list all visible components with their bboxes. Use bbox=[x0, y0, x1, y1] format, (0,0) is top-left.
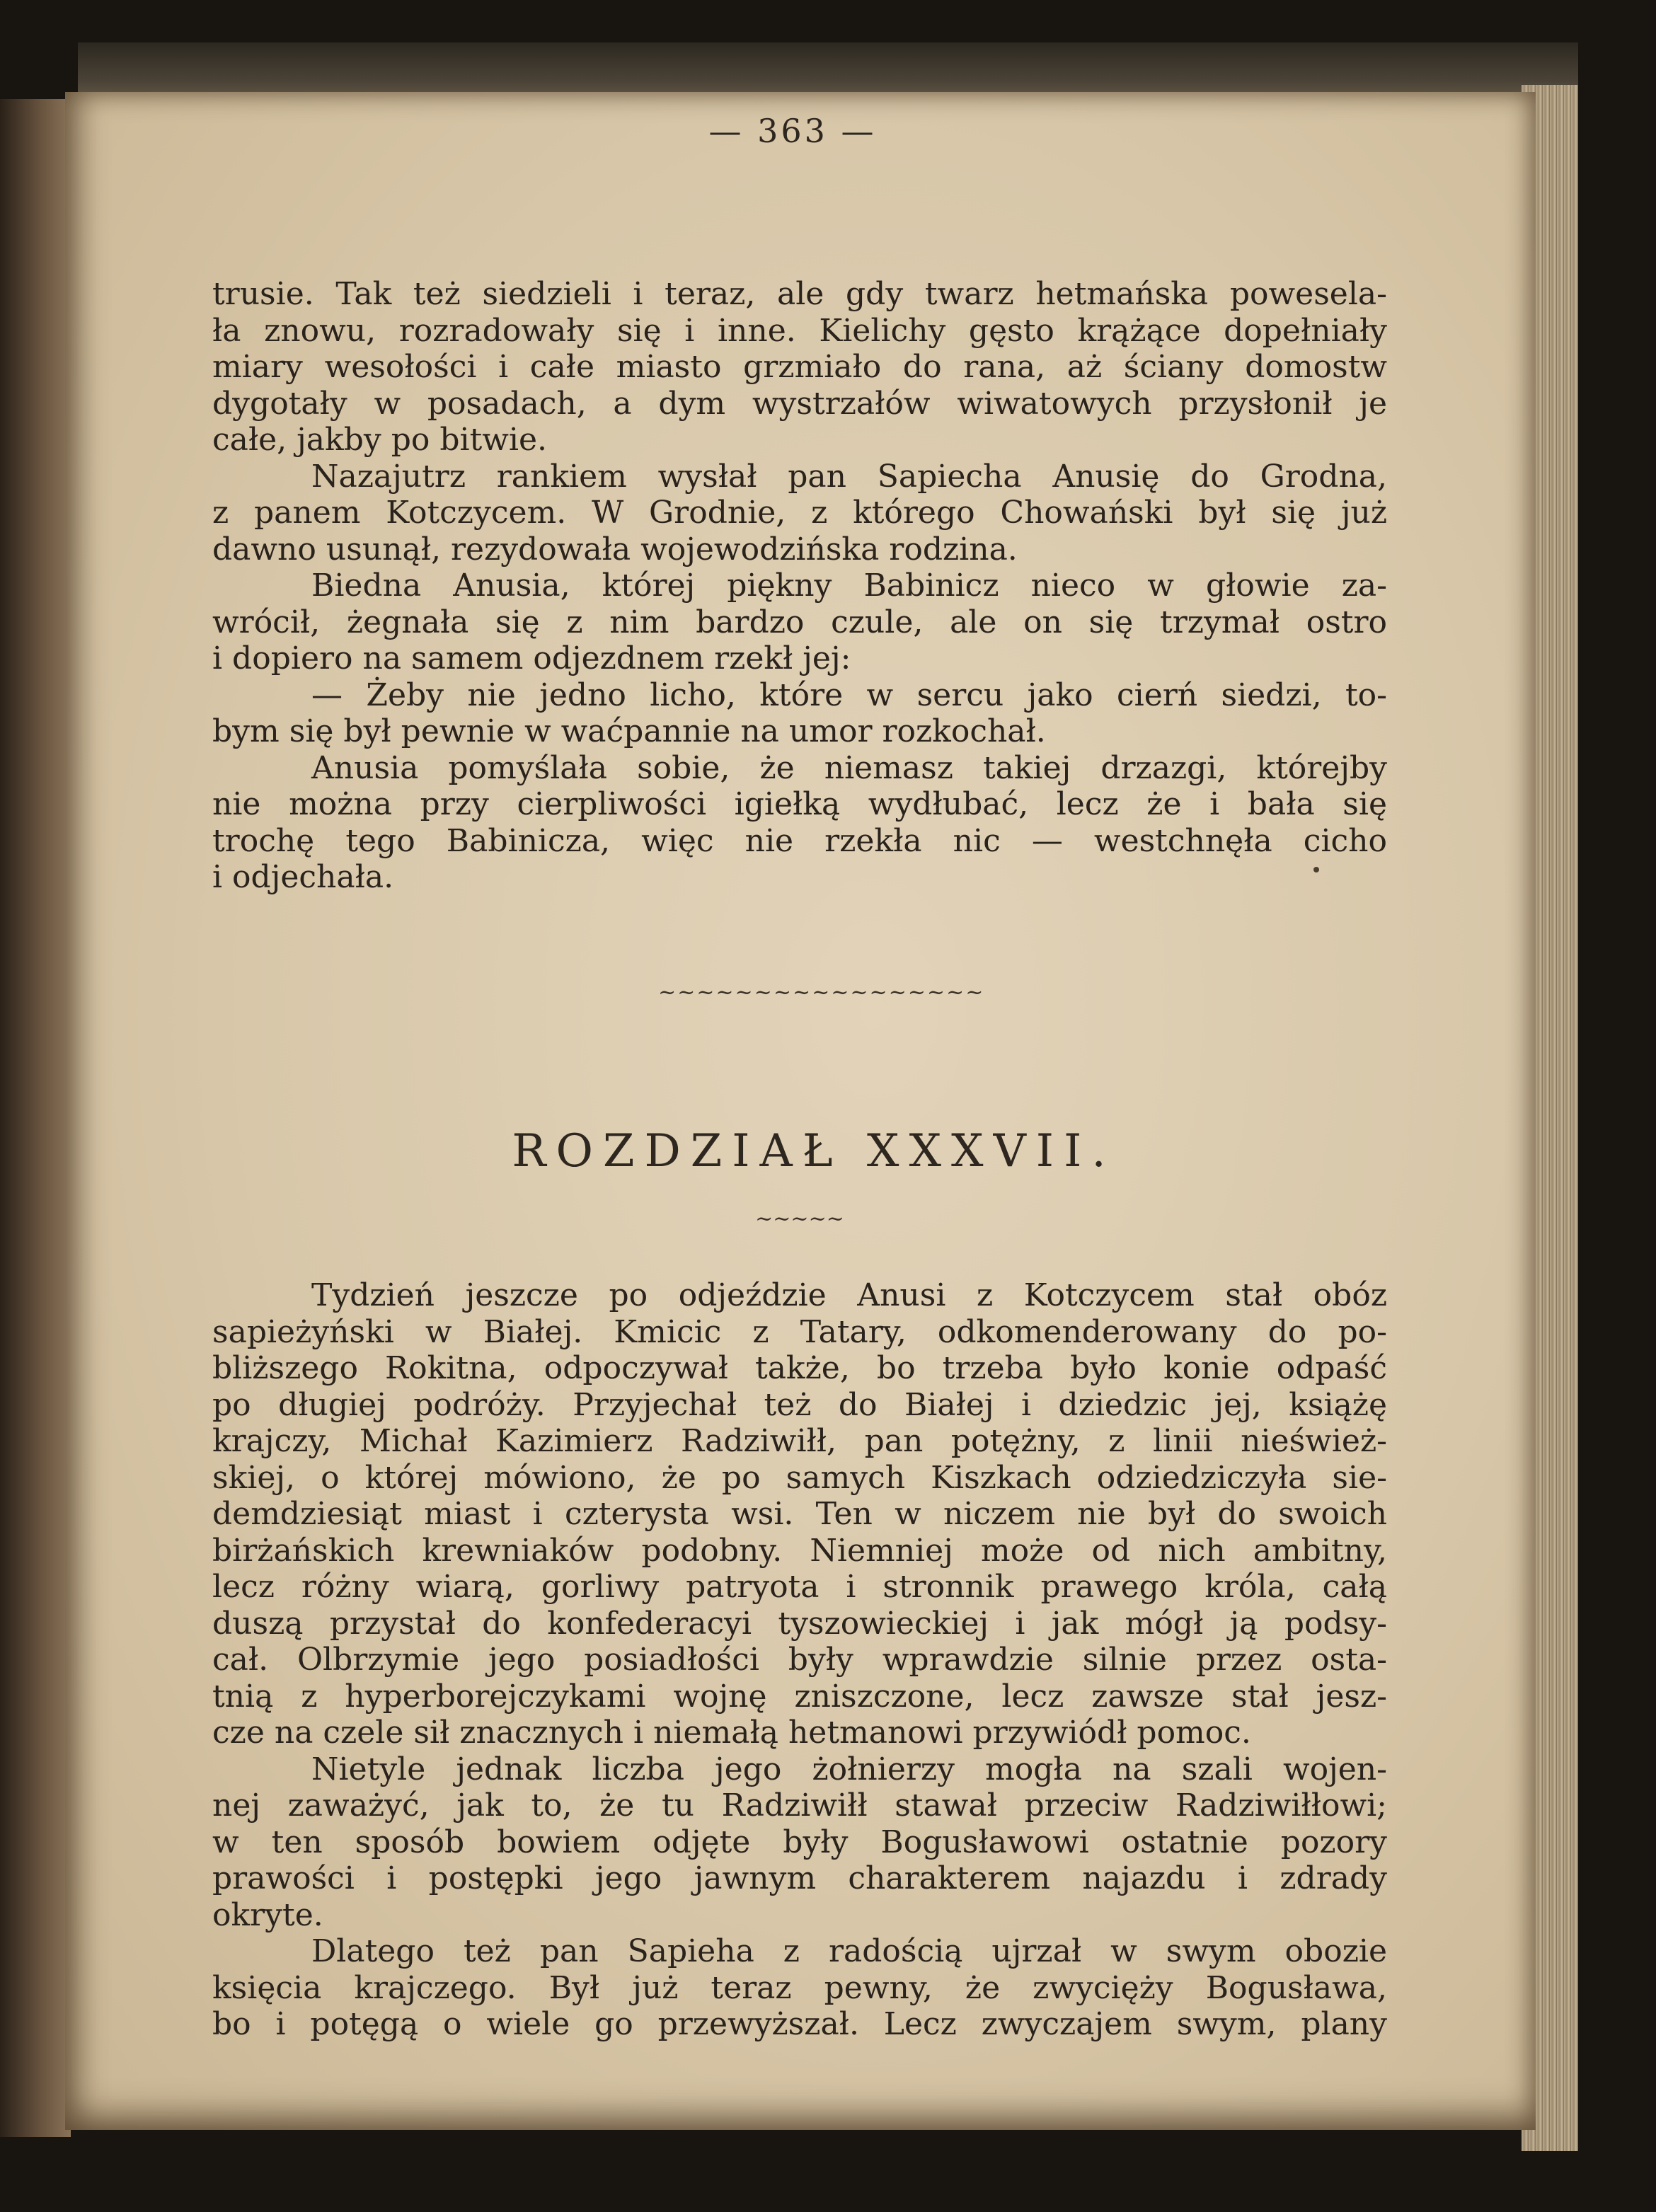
text-line: dawno usunął, rezydowała wojewodzińska rodzina. bbox=[212, 531, 1018, 568]
text-line: trochę tego Babinicza, więc nie rzekła nic — westchnęła cicho bbox=[212, 822, 1387, 859]
text-line: całe, jakby po bitwie. bbox=[212, 422, 548, 458]
text-line: demdziesiąt miast i czterysta wsi. Ten w niczem nie był do swoich bbox=[212, 1496, 1387, 1532]
text-line: i dopiero na samem odjezdnem rzekł jej: bbox=[212, 640, 851, 676]
text-line: ła znowu, rozradowały się i inne. Kielichy gęsto krążące dopełniały bbox=[212, 312, 1387, 349]
text-line: prawości i postępki jego jawnym charakterem najazdu i zdrady bbox=[212, 1860, 1387, 1896]
text-line: Tydzień jeszcze po odjeździe Anusi z Kotczycem stał obóz bbox=[311, 1277, 1387, 1313]
text-line: krajczy, Michał Kazimierz Radziwiłł, pan potężny, z linii nieśwież- bbox=[212, 1423, 1387, 1459]
page-number: — 363 — bbox=[708, 112, 877, 150]
ink-dot bbox=[1313, 867, 1319, 872]
text-line: księcia krajczego. Był już teraz pewny, że zwycięży Bogusława, bbox=[212, 1969, 1387, 2006]
text-line: Anusia pomyślała sobie, że niemasz takiej drzazgi, którejby bbox=[311, 749, 1387, 786]
text-line: bym się był pewnie w waćpannie na umor rozkochał. bbox=[212, 713, 1046, 749]
text-line: cał. Olbrzymie jego posiadłości były wprawdzie silnie przez osta- bbox=[212, 1642, 1387, 1678]
text-line: trusie. Tak też siedzieli i teraz, ale gdy twarz hetmańska powesela- bbox=[212, 276, 1387, 312]
text-line: — Żeby nie jedno licho, które w sercu jako cierń siedzi, to- bbox=[311, 676, 1387, 713]
text-line: w ten sposób bowiem odjęte były Bogusławowi ostatnie pozory bbox=[212, 1824, 1387, 1860]
text-line: sapieżyński w Białej. Kmicic z Tatary, odkomenderowany do po- bbox=[212, 1313, 1387, 1350]
text-line: okryte. bbox=[212, 1896, 323, 1933]
text-line: po długiej podróży. Przyjechał też do Białej i dziedzic jej, książę bbox=[212, 1386, 1387, 1423]
ornament-divider: ~~~~~~~~~~~~~~~~~ bbox=[658, 980, 985, 1005]
text-line: i odjechała. bbox=[212, 859, 394, 895]
section-2-text bbox=[212, 1277, 1387, 2043]
text-line: nej zaważyć, jak to, że tu Radziwiłł stawał przeciw Radziwiłłowi; bbox=[212, 1787, 1387, 1824]
text-line: bo i potęgą o wiele go przewyższał. Lecz zwyczajem swym, plany bbox=[212, 2006, 1387, 2042]
text-line: birżańskich krewniaków podobny. Niemniej może od nich ambitny, bbox=[212, 1532, 1387, 1569]
text-line: duszą przystał do konfederacyi tyszowieckiej i jak mógł ją podsy- bbox=[212, 1605, 1387, 1642]
text-line: tnią z hyperborejczykami wojnę zniszczone, lecz zawsze stał jesz- bbox=[212, 1678, 1387, 1715]
text-line: bliższego Rokitna, odpoczywał także, bo trzeba było konie odpaść bbox=[212, 1350, 1387, 1386]
text-line: Biedna Anusia, której piękny Babinicz nieco w głowie za- bbox=[311, 568, 1387, 604]
text-line: z panem Kotczycem. W Grodnie, z którego Chowański był się już bbox=[212, 495, 1387, 531]
chapter-title: ROZDZIAŁ XXXVII. bbox=[512, 1125, 1116, 1177]
text-line: wrócił, żegnała się z nim bardzo czule, ale on się trzymał ostro bbox=[212, 604, 1387, 640]
text-line: cze na czele sił znacznych i niemałą hetmanowi przywiódł pomoc. bbox=[212, 1715, 1251, 1751]
book-spine-left bbox=[0, 99, 71, 2137]
text-line: Nietyle jednak liczba jego żołnierzy mogła na szali wojen- bbox=[311, 1751, 1387, 1787]
text-line: nie można przy cierpliwości igiełką wydłubać, lecz że i bała się bbox=[212, 786, 1387, 822]
section-1-text bbox=[212, 276, 1387, 896]
ornament-small-divider: ~~~~~ bbox=[755, 1206, 844, 1231]
text-line: dygotały w posadach, a dym wystrzałów wiwatowych przysłonił je bbox=[212, 385, 1387, 422]
text-line: skiej, o której mówiono, że po samych Kiszkach odziedziczyła sie- bbox=[212, 1459, 1387, 1496]
text-line: lecz różny wiarą, gorliwy patryota i stronnik prawego króla, całą bbox=[212, 1569, 1387, 1605]
text-line: Nazajutrz rankiem wysłał pan Sapiecha Anusię do Grodna, bbox=[311, 458, 1387, 495]
text-line: Dlatego też pan Sapieha z radością ujrzał w swym obozie bbox=[311, 1933, 1387, 1969]
text-line: miary wesołości i całe miasto grzmiało do rana, aż ściany domostw bbox=[212, 349, 1387, 385]
